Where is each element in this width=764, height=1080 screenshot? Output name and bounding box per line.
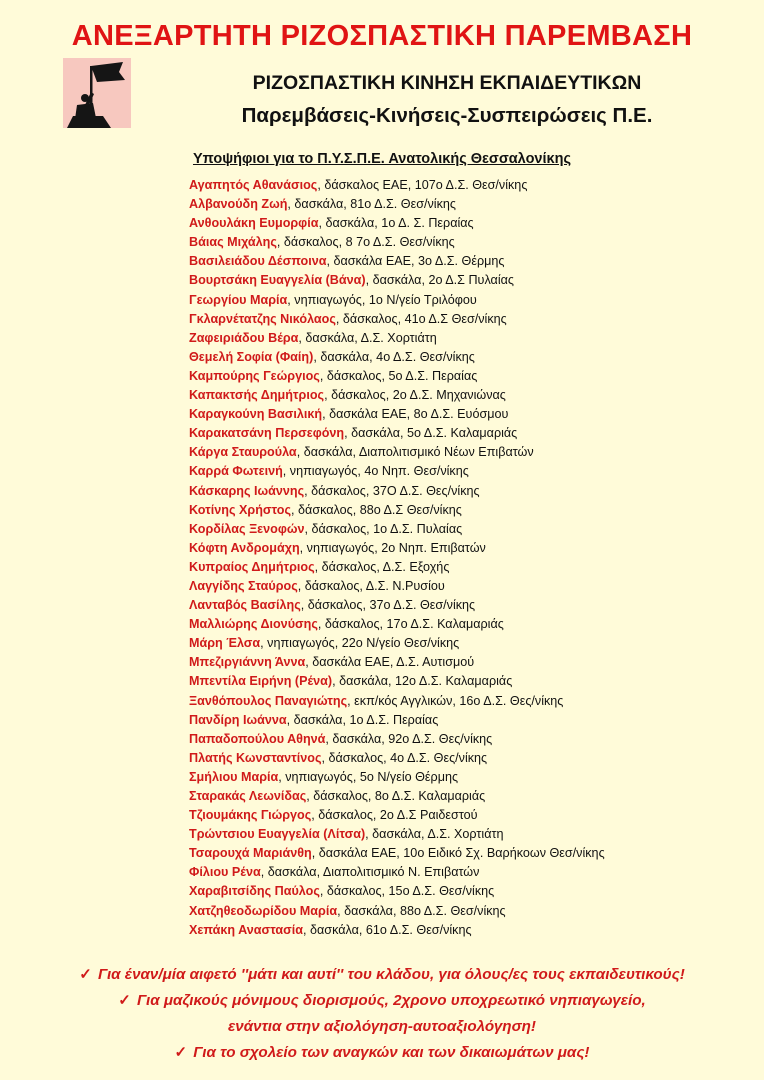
candidate-name: Μπεζιργιάννη Άννα <box>189 655 306 670</box>
candidate-name: Χαραβιτσίδης Παύλος <box>189 884 320 899</box>
candidate-details: δασκάλα, 61ο Δ.Σ. Θεσ/νίκης <box>310 922 472 937</box>
candidate-list <box>189 176 605 940</box>
list-item: Καραγκούνη Βασιλική, δασκάλα ΕΑΕ, 8ο Δ.Σ. Ευόσμου <box>189 407 509 422</box>
candidate-name: Ζαφειριάδου Βέρα <box>189 330 299 345</box>
candidate-name: Μάρη Έλσα <box>189 636 261 651</box>
slogan-line-1: ✓ Για έναν/μία αιφετό ''μάτι και αυτί'' του κλάδου, για όλους/ες τους εκπαιδευτικούς! <box>79 966 685 983</box>
list-item: Γκλαρνέτατζης Νικόλαος, δάσκαλος, 41ο Δ.Σ Θεσ/νίκης <box>189 311 507 326</box>
candidate-name: Πανδίρη Ιωάννα <box>189 712 287 727</box>
candidate-name: Τρώντσιου Ευαγγελία (Λίτσα) <box>189 827 366 842</box>
candidate-details: δασκάλα, Διαπολιτισμικό Νέων Επιβατών <box>303 445 534 460</box>
candidate-name: Γκλαρνέτατζης Νικόλαος <box>189 311 336 326</box>
candidate-name: Λαγγίδης Σταύρος <box>189 578 298 593</box>
candidate-details: δασκάλα ΕΑΕ, 10ο Ειδικό Σχ. Βαρήκοων Θεσ/νίκης <box>318 846 605 861</box>
list-item: Τσαρουχά Μαριάνθη, δασκάλα ΕΑΕ, 10ο Ειδικό Σχ. Βαρήκοων Θεσ/νίκης <box>189 846 605 861</box>
candidate-details: δασκάλα, 4ο Δ.Σ. Θεσ/νίκης <box>320 349 475 364</box>
list-item: Παπαδοπούλου Αθηνά, δασκάλα, 92ο Δ.Σ. Θες/νίκης <box>189 731 493 746</box>
candidate-name: Μπεντίλα Ειρήνη (Ρένα) <box>189 674 333 689</box>
list-item: Πλατής Κωνσταντίνος, δάσκαλος, 4ο Δ.Σ. Θες/νίκης <box>189 750 488 765</box>
slogan-line-2: ✓ Για μαζικούς μόνιμους διορισμούς, 2χρονο υποχρεωτικό νηπιαγωγείο, <box>118 992 646 1009</box>
list-item: Μαλλιώρης Διονύσης, δάσκαλος, 17ο Δ.Σ. Καλαμαριάς <box>189 617 504 632</box>
candidate-name: Βασιλειάδου Δέσποινα <box>189 254 327 269</box>
list-item: Κάσκαρης Ιωάννης, δάσκαλος, 37Ο Δ.Σ. Θες/νίκης <box>189 483 480 498</box>
list-item: Σταρακάς Λεωνίδας, δάσκαλος, 8ο Δ.Σ. Καλαμαριάς <box>189 789 486 803</box>
candidate-details: δάσκαλος, 88ο Δ.Σ Θεσ/νίκης <box>298 502 462 517</box>
candidate-details: δάσκαλος, Δ.Σ. Εξοχής <box>321 559 450 574</box>
candidate-details: δασκάλα, 2ο Δ.Σ Πυλαίας <box>372 273 514 288</box>
candidate-name: Κυπραίος Δημήτριος <box>189 559 315 574</box>
list-item: Μπεζιργιάννη Άννα, δασκάλα ΕΑΕ, Δ.Σ. Αυτισμού <box>189 655 475 670</box>
list-item: Αλβανούδη Ζωή, δασκάλα, 81ο Δ.Σ. Θεσ/νίκης <box>189 197 456 212</box>
list-item: Αγαπητός Αθανάσιος, δάσκαλος ΕΑΕ, 107ο Δ.Σ. Θεσ/νίκης <box>189 178 528 192</box>
candidate-name: Φίλιου Ρένα <box>189 865 261 880</box>
candidate-name: Βουρτσάκη Ευαγγελία (Βάνα) <box>189 273 366 288</box>
candidate-details: δασκάλα, 1ο Δ.Σ. Περαίας <box>293 712 439 727</box>
list-item: Βουρτσάκη Ευαγγελία (Βάνα), δασκάλα, 2ο Δ.Σ Πυλαίας <box>189 273 514 288</box>
candidate-details: δασκάλα, Δ.Σ. Χορτιάτη <box>305 330 437 345</box>
candidate-name: Καρρά Φωτεινή <box>189 464 283 479</box>
list-item: Καρακατσάνη Περσεφόνη, δασκάλα, 5ο Δ.Σ. Καλαμαριάς <box>189 426 518 441</box>
list-item: Κόφτη Ανδρομάχη, νηπιαγωγός, 2ο Νηπ. Επιβατών <box>189 540 486 555</box>
candidate-details: δάσκαλος, 1ο Δ.Σ. Πυλαίας <box>311 521 463 536</box>
candidate-details: νηπιαγωγός, 5ο Ν/γείο Θέρμης <box>285 769 459 784</box>
candidate-name: Θεμελή Σοφία (Φαίη) <box>189 349 314 364</box>
list-item: Χεπάκη Αναστασία, δασκάλα, 61ο Δ.Σ. Θεσ/νίκης <box>189 922 472 937</box>
slogan-line-3: ενάντια στην αξιολόγηση-αυτοαξιολόγηση! <box>228 1018 536 1035</box>
page-title: ΑΝΕΞΑΡΤΗΤΗ ΡΙΖΟΣΠΑΣΤΙΚΗ ΠΑΡΕΜΒΑΣΗ <box>71 20 693 52</box>
candidate-details: νηπιαγωγός, 22ο Ν/γείο Θεσ/νίκης <box>267 636 460 651</box>
candidate-name: Αγαπητός Αθανάσιος <box>189 178 318 192</box>
candidate-details: δασκάλα ΕΑΕ, 3ο Δ.Σ. Θέρμης <box>333 254 505 269</box>
candidate-name: Πλατής Κωνσταντίνος <box>189 750 322 765</box>
candidate-name: Ξανθόπουλος Παναγιώτης <box>189 693 348 708</box>
slogans <box>0 962 764 1066</box>
candidate-name: Κάσκαρης Ιωάννης <box>189 483 305 498</box>
list-item: Χατζηθεοδωρίδου Μαρία, δασκάλα, 88ο Δ.Σ. Θεσ/νίκης <box>189 903 506 918</box>
checkmark-icon: ✓ <box>174 1044 188 1061</box>
candidate-name: Χατζηθεοδωρίδου Μαρία <box>189 903 338 918</box>
candidates-heading: Υποψήφιοι για το Π.Υ.Σ.Π.Ε. Ανατολικής Θεσσαλονίκης <box>192 151 571 167</box>
candidate-details: δασκάλα ΕΑΕ, Δ.Σ. Αυτισμού <box>312 655 475 670</box>
list-item: Βάιας Μιχάλης, δάσκαλος, 8 7ο Δ.Σ. Θεσ/νίκης <box>189 235 455 250</box>
slogan-line-4: ✓ Για το σχολείο των αναγκών και των δικαιωμάτων μας! <box>174 1044 590 1061</box>
candidate-details: νηπιαγωγός, 1ο Ν/γείο Τριλόφου <box>294 292 477 307</box>
candidate-name: Αλβανούδη Ζωή <box>189 197 288 212</box>
candidate-name: Καραγκούνη Βασιλική <box>189 407 323 422</box>
candidate-details: δάσκαλος, 15ο Δ.Σ. Θεσ/νίκης <box>326 884 495 899</box>
candidate-details: δασκάλα, 5ο Δ.Σ. Καλαμαριάς <box>351 426 518 441</box>
candidate-name: Βάιας Μιχάλης <box>189 235 277 250</box>
list-item: Σμήλιου Μαρία, νηπιαγωγός, 5ο Ν/γείο Θέρμης <box>189 769 459 784</box>
candidate-details: δάσκαλος, 5ο Δ.Σ. Περαίας <box>326 368 478 383</box>
organization-subtitle: Παρεμβάσεις-Κινήσεις-Συσπειρώσεις Π.Ε. <box>241 104 653 127</box>
candidate-details: δάσκαλος ΕΑΕ, 107ο Δ.Σ. Θεσ/νίκης <box>324 178 528 192</box>
raised-fist-flag-icon <box>63 58 131 128</box>
checkmark-icon: ✓ <box>79 966 92 983</box>
candidate-name: Χεπάκη Αναστασία <box>189 922 304 937</box>
list-item: Βασιλειάδου Δέσποινα, δασκάλα ΕΑΕ, 3ο Δ.Σ. Θέρμης <box>189 254 505 269</box>
list-item: Λανταβός Βασίλης, δάσκαλος, 37ο Δ.Σ. Θεσ/νίκης <box>189 598 476 613</box>
candidate-details: νηπιαγωγός, 2ο Νηπ. Επιβατών <box>306 540 486 555</box>
list-item: Τρώντσιου Ευαγγελία (Λίτσα), δασκάλα, Δ.Σ. Χορτιάτη <box>189 827 504 842</box>
candidate-details: δάσκαλος, 37Ο Δ.Σ. Θες/νίκης <box>311 483 480 498</box>
candidate-details: δάσκαλος, 8 7ο Δ.Σ. Θεσ/νίκης <box>283 235 455 250</box>
candidate-details: δάσκαλος, 41ο Δ.Σ Θεσ/νίκης <box>342 311 507 326</box>
candidate-details: δάσκαλος, 37ο Δ.Σ. Θεσ/νίκης <box>307 598 476 613</box>
checkmark-icon: ✓ <box>118 992 131 1009</box>
list-item: Λαγγίδης Σταύρος, δάσκαλος, Δ.Σ. Ν.Ρυσίου <box>189 578 445 593</box>
candidate-details: δάσκαλος, 17ο Δ.Σ. Καλαμαριάς <box>324 617 504 632</box>
candidate-name: Καμπούρης Γεώργιος <box>189 368 320 383</box>
list-item: Ανθουλάκη Ευμορφία, δασκάλα, 1ο Δ. Σ. Περαίας <box>189 216 474 231</box>
list-item: Φίλιου Ρένα, δασκάλα, Διαπολιτισμικό Ν. Επιβατών <box>189 865 480 880</box>
candidate-details: δάσκαλος, 2ο Δ.Σ Ραιδεστού <box>318 808 478 823</box>
candidate-name: Γεωργίου Μαρία <box>189 292 288 307</box>
list-item: Κάργα Σταυρούλα, δασκάλα, Διαπολιτισμικό Νέων Επιβατών <box>189 445 534 460</box>
list-item: Καμπούρης Γεώργιος, δάσκαλος, 5ο Δ.Σ. Περαίας <box>189 368 478 383</box>
list-item: Μπεντίλα Ειρήνη (Ρένα), δασκάλα, 12ο Δ.Σ. Καλαμαριάς <box>189 674 513 689</box>
list-item: Ζαφειριάδου Βέρα, δασκάλα, Δ.Σ. Χορτιάτη <box>189 330 437 345</box>
candidate-name: Κορδίλας Ξενοφών <box>189 521 305 536</box>
candidate-details: δασκάλα, 12ο Δ.Σ. Καλαμαριάς <box>339 674 513 689</box>
list-item: Καρρά Φωτεινή, νηπιαγωγός, 4ο Νηπ. Θεσ/νίκης <box>189 464 469 479</box>
candidate-name: Τσαρουχά Μαριάνθη <box>189 846 312 861</box>
list-item: Μάρη Έλσα, νηπιαγωγός, 22ο Ν/γείο Θεσ/νίκης <box>189 636 460 651</box>
candidate-name: Σταρακάς Λεωνίδας <box>189 789 307 803</box>
list-item: Θεμελή Σοφία (Φαίη), δασκάλα, 4ο Δ.Σ. Θεσ/νίκης <box>189 349 475 364</box>
list-item: Καπακτσής Δημήτριος, δάσκαλος, 2ο Δ.Σ. Μηχανιώνας <box>189 388 506 403</box>
list-item: Κοτίνης Χρήστος, δάσκαλος, 88ο Δ.Σ Θεσ/νίκης <box>189 502 462 517</box>
candidate-details: εκπ/κός Αγγλικών, 16ο Δ.Σ. Θες/νίκης <box>354 693 564 708</box>
candidate-details: δάσκαλος, Δ.Σ. Ν.Ρυσίου <box>304 578 445 593</box>
candidate-details: δάσκαλος, 2ο Δ.Σ. Μηχανιώνας <box>331 388 506 403</box>
list-item: Τζιουμάκης Γιώργος, δάσκαλος, 2ο Δ.Σ Ραιδεστού <box>189 808 478 823</box>
list-item: Χαραβιτσίδης Παύλος, δάσκαλος, 15ο Δ.Σ. Θεσ/νίκης <box>189 884 495 899</box>
candidate-name: Ανθουλάκη Ευμορφία <box>189 216 319 231</box>
list-item: Γεωργίου Μαρία, νηπιαγωγός, 1ο Ν/γείο Τριλόφου <box>189 292 477 307</box>
list-item: Κυπραίος Δημήτριος, δάσκαλος, Δ.Σ. Εξοχής <box>189 559 450 574</box>
candidate-details: νηπιαγωγός, 4ο Νηπ. Θεσ/νίκης <box>289 464 469 479</box>
candidate-name: Τζιουμάκης Γιώργος <box>189 808 312 823</box>
candidate-name: Λανταβός Βασίλης <box>189 598 301 613</box>
candidate-name: Κάργα Σταυρούλα <box>189 445 297 460</box>
candidate-details: δάσκαλος, 4ο Δ.Σ. Θες/νίκης <box>328 750 488 765</box>
candidate-details: δάσκαλος, 8ο Δ.Σ. Καλαμαριάς <box>313 789 486 803</box>
candidate-name: Μαλλιώρης Διονύσης <box>189 617 318 632</box>
candidate-details: δασκάλα, 88ο Δ.Σ. Θεσ/νίκης <box>344 903 506 918</box>
candidate-details: δασκάλα, 92ο Δ.Σ. Θες/νίκης <box>332 731 493 746</box>
candidate-details: δασκάλα, Δ.Σ. Χορτιάτη <box>372 827 504 842</box>
candidate-name: Σμήλιου Μαρία <box>189 769 279 784</box>
list-item: Ξανθόπουλος Παναγιώτης, εκπ/κός Αγγλικών, 16ο Δ.Σ. Θες/νίκης <box>189 693 564 708</box>
candidate-name: Καπακτσής Δημήτριος <box>189 388 325 403</box>
candidate-details: δασκάλα, 81ο Δ.Σ. Θεσ/νίκης <box>294 197 456 212</box>
candidate-name: Παπαδοπούλου Αθηνά <box>189 731 326 746</box>
organization-name: ΡΙΖΟΣΠΑΣΤΙΚΗ ΚΙΝΗΣΗ ΕΚΠΑΙΔΕΥΤΙΚΩΝ <box>252 72 642 94</box>
candidate-details: δασκάλα, 1ο Δ. Σ. Περαίας <box>325 216 474 231</box>
candidate-details: δασκάλα, Διαπολιτισμικό Ν. Επιβατών <box>267 865 480 880</box>
list-item: Πανδίρη Ιωάννα, δασκάλα, 1ο Δ.Σ. Περαίας <box>189 712 439 727</box>
list-item: Κορδίλας Ξενοφών, δάσκαλος, 1ο Δ.Σ. Πυλαίας <box>189 521 463 536</box>
candidate-name: Καρακατσάνη Περσεφόνη <box>189 426 345 441</box>
candidate-details: δασκάλα ΕΑΕ, 8ο Δ.Σ. Ευόσμου <box>329 407 509 422</box>
candidate-name: Κόφτη Ανδρομάχη <box>189 540 300 555</box>
candidate-name: Κοτίνης Χρήστος <box>189 502 292 517</box>
